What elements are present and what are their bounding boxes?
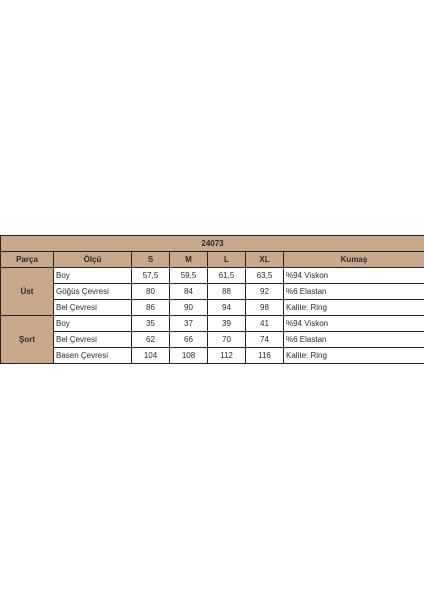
part-label-sort: Şort bbox=[1, 316, 54, 364]
size-table bbox=[0, 235, 424, 364]
size-xl-cell: 74 bbox=[246, 332, 284, 348]
table-row bbox=[1, 332, 424, 348]
size-m-cell: 59,5 bbox=[170, 268, 208, 284]
size-l-cell: 88 bbox=[208, 284, 246, 300]
size-chart bbox=[0, 235, 424, 364]
fabric-cell: Kalite: Ring bbox=[284, 348, 424, 364]
size-xl-cell: 98 bbox=[246, 300, 284, 316]
size-m-cell: 84 bbox=[170, 284, 208, 300]
size-s-cell: 62 bbox=[132, 332, 170, 348]
size-xl-cell: 116 bbox=[246, 348, 284, 364]
size-xl-cell: 63,5 bbox=[246, 268, 284, 284]
header-l: L bbox=[208, 252, 246, 268]
measure-cell: Göğüs Çevresi bbox=[54, 284, 132, 300]
column-header-row bbox=[1, 252, 424, 268]
measure-cell: Bel Çevresi bbox=[54, 300, 132, 316]
fabric-cell: %94 Viskon bbox=[284, 316, 424, 332]
size-s-cell: 80 bbox=[132, 284, 170, 300]
size-l-cell: 39 bbox=[208, 316, 246, 332]
size-l-cell: 94 bbox=[208, 300, 246, 316]
size-xl-cell: 92 bbox=[246, 284, 284, 300]
table-row bbox=[1, 284, 424, 300]
size-m-cell: 90 bbox=[170, 300, 208, 316]
product-code-row bbox=[1, 236, 424, 252]
fabric-cell: %6 Elastan bbox=[284, 284, 424, 300]
header-m: M bbox=[170, 252, 208, 268]
table-row bbox=[1, 316, 424, 332]
size-m-cell: 66 bbox=[170, 332, 208, 348]
size-s-cell: 35 bbox=[132, 316, 170, 332]
size-m-cell: 108 bbox=[170, 348, 208, 364]
size-m-cell: 37 bbox=[170, 316, 208, 332]
table-row bbox=[1, 300, 424, 316]
fabric-cell: %6 Elastan bbox=[284, 332, 424, 348]
fabric-cell: %94 Viskon bbox=[284, 268, 424, 284]
size-l-cell: 70 bbox=[208, 332, 246, 348]
header-s: S bbox=[132, 252, 170, 268]
product-code: 24073 bbox=[1, 236, 424, 252]
size-s-cell: 86 bbox=[132, 300, 170, 316]
header-olcu: Ölçü bbox=[54, 252, 132, 268]
fabric-cell: Kalite: Ring bbox=[284, 300, 424, 316]
header-parca: Parça bbox=[1, 252, 54, 268]
part-label-ust: Üst bbox=[1, 268, 54, 316]
table-row bbox=[1, 268, 424, 284]
measure-cell: Boy bbox=[54, 316, 132, 332]
header-xl: XL bbox=[246, 252, 284, 268]
measure-cell: Bel Çevresi bbox=[54, 332, 132, 348]
header-kumas: Kumaş bbox=[284, 252, 424, 268]
measure-cell: Basen Çevresi bbox=[54, 348, 132, 364]
size-l-cell: 61,5 bbox=[208, 268, 246, 284]
size-s-cell: 57,5 bbox=[132, 268, 170, 284]
size-xl-cell: 41 bbox=[246, 316, 284, 332]
size-s-cell: 104 bbox=[132, 348, 170, 364]
measure-cell: Boy bbox=[54, 268, 132, 284]
table-row bbox=[1, 348, 424, 364]
size-l-cell: 112 bbox=[208, 348, 246, 364]
